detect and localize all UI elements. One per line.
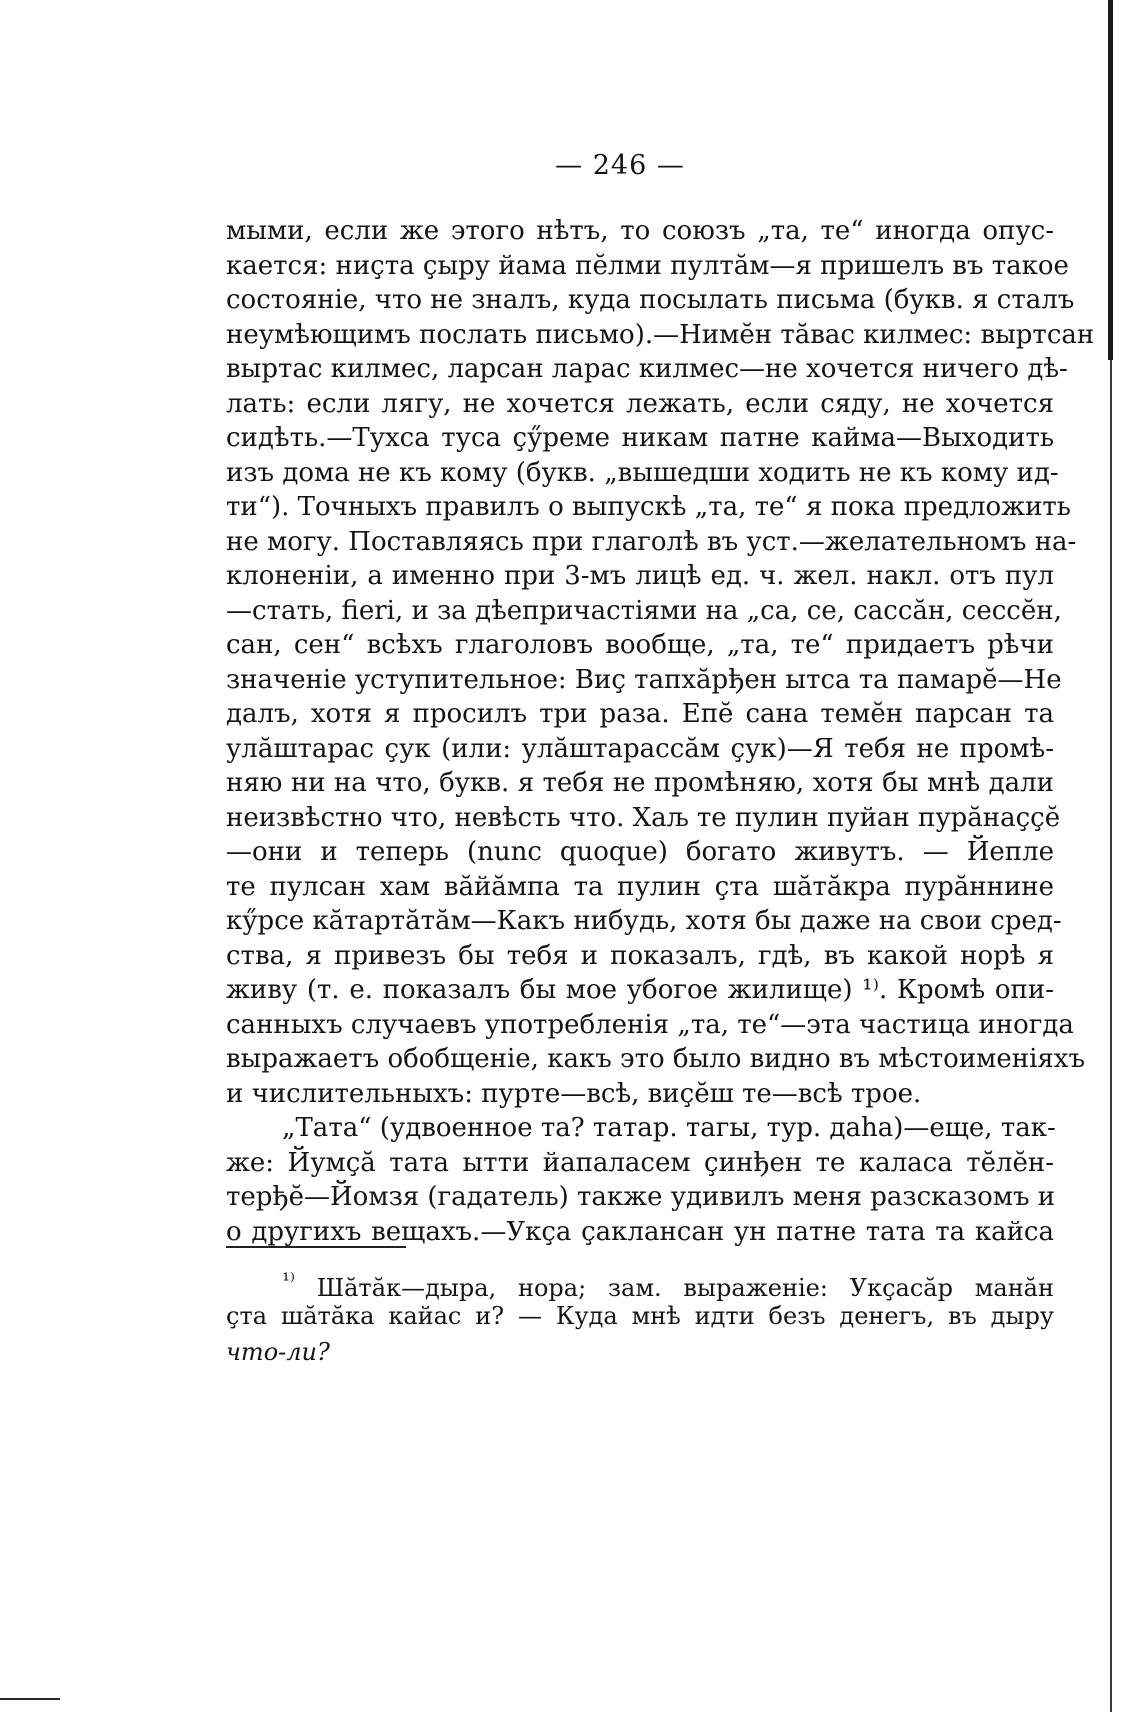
text-line: сидѣть.—Тухса туса çӳреме никам патне кайма—Выходить	[226, 423, 1054, 453]
text-line: лать: если лягу, не хочется лежать, если сяду, не хочется	[226, 388, 1054, 419]
text-line: кӳрсе кăтартăтăм—Какъ нибудь, хотя бы даже на свои сред-	[226, 906, 1062, 936]
footnote	[226, 1262, 1054, 1370]
text-line: о другихъ вещахъ.—Укçа çаклансан ун патне тата та кайса	[226, 1216, 1054, 1247]
text-line: значеніе уступительное: Виç тапхăрђен ытса та памарĕ—Не	[226, 664, 1062, 695]
text-line: выртас килмес, ларсан ларас килмес—не хочется ничего дѣ-	[226, 354, 1068, 384]
text-line: мыми, если же этого нѣтъ, то союзъ „та, те“ иногда опус-	[226, 216, 1054, 246]
text-line: неизвѣстно что, невѣсть что. Хаљ те пулин пуйан пурăнаççĕ	[226, 802, 1061, 833]
text-line: няю ни на что, букв. я тебя не промѣняю, хотя бы мнѣ дали	[226, 768, 1054, 798]
text-line: же: Йумçă тата ытти йапаласем çинђен те каласа тĕлĕн-	[226, 1147, 1054, 1178]
text-line: живу (т. е. показалъ бы мое убогое жилище) ¹⁾. Кромѣ опи-	[226, 975, 1054, 1005]
text-line: не могу. Поставляясь при глаголѣ въ уст.—желательномъ на-	[226, 526, 1077, 557]
text-line: состояніе, что не зналъ, куда посылать письма (букв. я сталъ	[226, 285, 1075, 315]
right-edge-thin-line	[1110, 360, 1112, 1712]
text-line: ства, я привезъ бы тебя и показалъ, гдѣ, въ какой норѣ я	[226, 940, 1054, 971]
text-line: выражаетъ обобщеніе, какъ это было видно въ мѣстоименіяхъ	[226, 1044, 1086, 1074]
text-line: и числительныхъ: пурте—всѣ, виçĕш те—всѣ трое.	[226, 1078, 922, 1109]
page-number: — 246 —	[555, 150, 685, 181]
text-line: изъ дома не къ кому (букв. „вышедши ходить не къ кому ид-	[226, 457, 1059, 488]
text-line: санныхъ случаевъ употребленія „та, те“—эта частица иногда	[226, 1009, 1074, 1040]
footnote-rule	[226, 1246, 406, 1248]
text-line: клоненіи, а именно при 3-мъ лицѣ ед. ч. жел. накл. отъ пул	[226, 561, 1054, 591]
text-line: сан, сен“ всѣхъ глаголовъ вообще, „та, те“ придаетъ рѣчи	[226, 630, 1054, 660]
footnote-line	[226, 1262, 1054, 1302]
text-line: —стать, fieri, и за дѣепричастіями на „са, се, сассăн, сессĕн,	[226, 595, 1062, 626]
text-line: терђĕ—Йомзя (гадатель) также удивилъ меня разсказомъ и	[226, 1182, 1056, 1212]
text-line: кается: ниçта çыру йама пĕлми пултăм—я пришелъ въ такое	[226, 250, 1069, 281]
text-line: ти“). Точныхъ правилъ о выпускѣ „та, те“ я пока предложить	[226, 492, 1071, 522]
text-line: улăштарас çук (или: улăштарассăм çук)—Я тебя не промѣ-	[226, 733, 1054, 764]
text-line: далъ, хотя я просилъ три раза. Епĕ сана темĕн парсан та	[226, 699, 1054, 729]
main-text	[226, 214, 1095, 1249]
text-line: неумѣющимъ послать письмо).—Нимĕн тăвас килмес: выртсан	[226, 319, 1095, 350]
footnote-line: çта шăтăка кайас и? — Куда мнѣ идти безъ денегъ, въ дыру	[226, 1302, 1054, 1330]
corner-scan-mark	[0, 1698, 60, 1700]
footnote-line-text: Шăтăк—дыра, нора; зам. выраженіе: Укçасăр манăн	[316, 1274, 1054, 1302]
text-line: те пулсан хам вăйăмпа та пулин çта шăтăкра пурăннине	[226, 871, 1054, 902]
paragraph-start-line: „Тата“ (удвоенное та? татар. тагы, тур. даһа)—еще, так-	[282, 1113, 1056, 1143]
footnote-marker: ¹⁾	[282, 1268, 295, 1292]
footnote-line: что-ли?	[226, 1338, 330, 1366]
text-line: —они и теперь (nunc quoque) богато живутъ. — Йепле	[226, 837, 1054, 867]
